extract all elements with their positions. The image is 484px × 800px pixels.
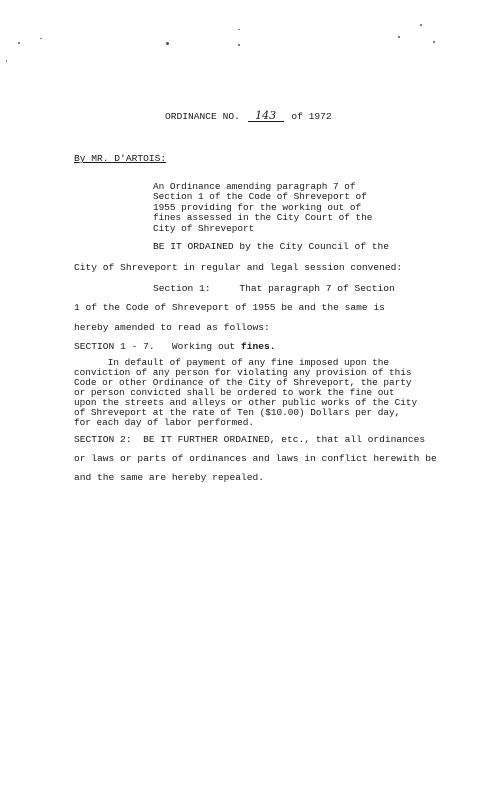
paragraph-line: conviction of any person for violating any provision of this [74, 367, 412, 378]
scan-speck [18, 42, 20, 44]
scan-speck [420, 24, 422, 26]
ordained-line: City of Shreveport in regular and legal session convened: [74, 262, 403, 273]
section17-heading [74, 341, 276, 352]
section1-line: Section 1: That paragraph 7 of Section [153, 283, 395, 294]
paragraph-line: Code or other Ordinance of the City of Shreveport, the party [74, 377, 412, 388]
summary-line: City of Shreveport [153, 223, 255, 234]
summary-line: Section 1 of the Code of Shreveport of [153, 191, 367, 202]
title-suffix: of 1972 [291, 111, 332, 122]
paragraph-line: or person convicted shall be ordered to work the fine out [74, 387, 395, 398]
section17-title: Working out [171, 341, 241, 352]
summary-line: fines assessed in the City Court of the [153, 212, 373, 223]
section17-label: SECTION 1 - 7. [74, 341, 155, 352]
ordained-line: BE IT ORDAINED by the City Council of the [153, 241, 390, 252]
scan-speck [166, 42, 169, 45]
paragraph-line: of Shreveport at the rate of Ten ($10.00) Dollars per day, [74, 407, 401, 418]
section1-line: hereby amended to read as follows: [74, 322, 270, 333]
paragraph-line: upon the streets and alleys or other public works of the City [74, 397, 418, 408]
summary-line: 1955 providing for the working out of [153, 202, 362, 213]
section17-title-bold: fines. [240, 341, 276, 352]
section1-line: 1 of the Code of Shreveport of 1955 be and the same is [74, 302, 385, 313]
paragraph-line: for each day of labor performed. [74, 417, 255, 428]
scan-speck [6, 60, 7, 62]
ordinance-number: 143 [248, 111, 284, 122]
author-line: By MR. D'ARTOIS: [74, 153, 167, 164]
scan-speck [238, 29, 240, 30]
paragraph-line: In default of payment of any fine imposed upon the [74, 357, 390, 368]
section2-line: SECTION 2: BE IT FURTHER ORDAINED, etc., that all ordinances [74, 434, 426, 445]
title-prefix: ORDINANCE NO. [165, 111, 240, 122]
scan-speck [40, 38, 42, 39]
section2-line: or laws or parts of ordinances and laws in conflict herewith be [74, 453, 437, 464]
summary-line: An Ordinance amending paragraph 7 of [153, 181, 356, 192]
section2-line: and the same are hereby repealed. [74, 472, 264, 483]
scan-speck [238, 44, 240, 46]
ordinance-title [165, 111, 332, 122]
scan-speck [398, 36, 400, 38]
scan-speck [433, 41, 435, 43]
